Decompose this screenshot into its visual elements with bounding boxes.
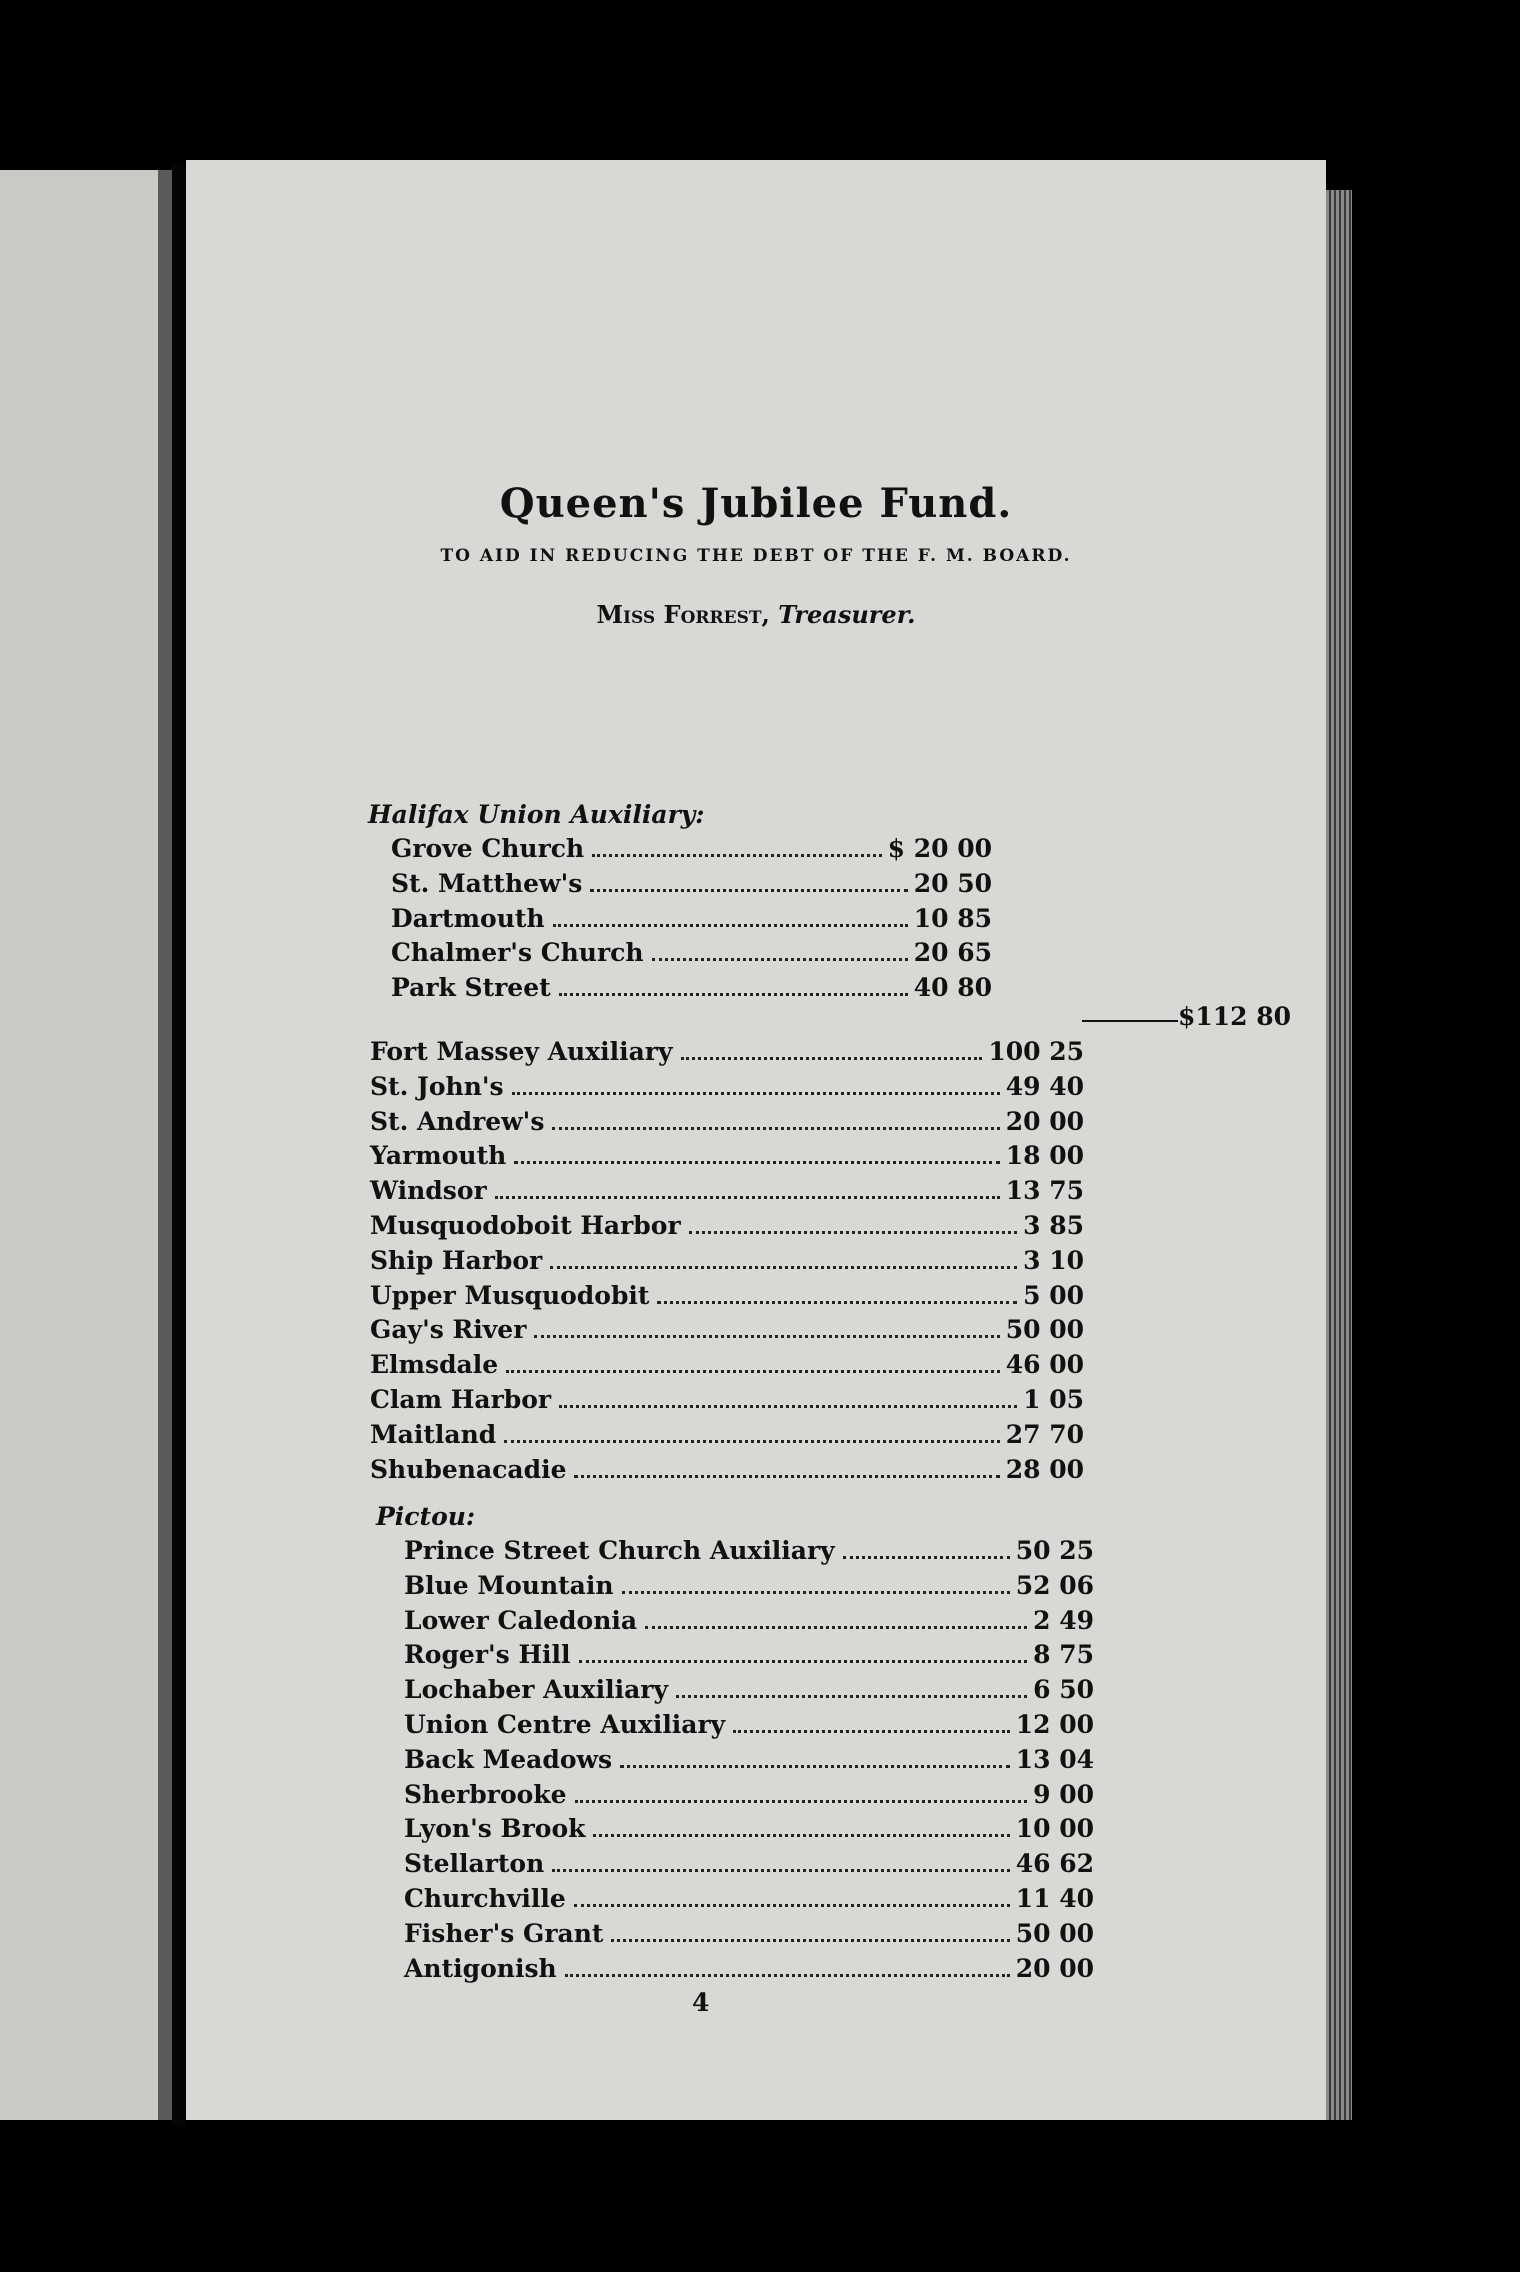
pictou-entry — [404, 1710, 1094, 1744]
dot-leader — [676, 1695, 1027, 1698]
entry-label: Lochaber Auxiliary — [404, 1675, 668, 1705]
halifax-entry — [391, 869, 992, 903]
entry-amount: 50 00 — [1015, 1918, 1094, 1948]
entry-amount: 27 70 — [1005, 1419, 1084, 1449]
auxiliary-entry — [370, 1246, 1084, 1280]
dot-leader — [590, 889, 907, 892]
pictou-entry — [404, 1884, 1094, 1918]
auxiliary-entry — [370, 1176, 1084, 1210]
entry-amount: 40 80 — [913, 973, 992, 1003]
subtotal-rule — [1082, 1020, 1178, 1022]
entry-label: Roger's Hill — [404, 1640, 571, 1670]
entry-amount: 20 00 — [1005, 1106, 1084, 1136]
halifax-entry — [391, 938, 992, 972]
entry-label: Fort Massey Auxiliary — [370, 1037, 673, 1066]
dot-leader — [579, 1660, 1028, 1663]
dot-leader — [534, 1335, 999, 1338]
entry-amount: 20 65 — [913, 938, 992, 968]
entry-label: Dartmouth — [391, 903, 545, 933]
auxiliary-entry — [370, 1281, 1084, 1315]
dot-leader — [512, 1092, 1000, 1095]
dot-leader — [733, 1730, 1009, 1733]
entry-amount: 2 49 — [1033, 1605, 1094, 1635]
treasurer-name: Miss Forrest, — [596, 600, 770, 629]
book-gutter — [172, 165, 186, 2125]
entry-amount: 1 05 — [1023, 1385, 1084, 1414]
entry-label: St. John's — [370, 1071, 504, 1101]
dot-leader — [495, 1196, 1000, 1199]
auxiliary-entry — [370, 1107, 1084, 1141]
entry-amount: 52 06 — [1015, 1570, 1094, 1600]
dot-leader — [611, 1939, 1009, 1942]
entry-amount: 8 75 — [1033, 1640, 1094, 1670]
entry-label: Union Centre Auxiliary — [404, 1710, 726, 1739]
entry-label: Elmsdale — [370, 1350, 499, 1380]
auxiliary-entry — [370, 1455, 1084, 1489]
pictou-entry — [404, 1606, 1094, 1640]
dot-leader — [681, 1057, 983, 1060]
entry-amount: 46 62 — [1015, 1849, 1094, 1879]
entry-amount: 3 85 — [1023, 1211, 1084, 1240]
dot-leader — [514, 1161, 999, 1164]
dot-leader — [552, 1127, 999, 1130]
entry-label: St. Andrew's — [370, 1106, 545, 1136]
dot-leader — [574, 1904, 1010, 1907]
entry-amount: 6 50 — [1033, 1675, 1094, 1705]
entry-amount: 13 04 — [1015, 1744, 1094, 1774]
entry-label: Park Street — [391, 973, 551, 1003]
dot-leader — [565, 1974, 1010, 1977]
document-page — [186, 160, 1326, 2120]
pictou-entry — [404, 1640, 1094, 1674]
section-heading-halifax: Halifax Union Auxiliary: — [368, 800, 705, 829]
dot-leader — [504, 1440, 999, 1443]
dot-leader — [620, 1765, 1010, 1768]
entry-amount: 3 10 — [1023, 1245, 1084, 1275]
pictou-entry — [404, 1849, 1094, 1883]
entry-label: Chalmer's Church — [391, 938, 644, 968]
entry-amount: 49 40 — [1005, 1071, 1084, 1101]
treasurer-line — [186, 600, 1326, 629]
page-stack-edge — [1326, 190, 1352, 2120]
page-title: Queen's Jubilee Fund. — [499, 480, 1013, 527]
entry-label: Stellarton — [404, 1849, 545, 1879]
page-content — [186, 160, 1326, 2120]
entry-label: Fisher's Grant — [404, 1918, 604, 1948]
entry-label: Lower Caledonia — [404, 1605, 638, 1635]
entry-label: Grove Church — [391, 834, 585, 863]
entry-label: St. Matthew's — [391, 868, 583, 898]
pictou-entry — [404, 1919, 1094, 1953]
entry-amount: 12 00 — [1015, 1710, 1094, 1739]
entry-label: Back Meadows — [404, 1744, 613, 1774]
dot-leader — [593, 1834, 1009, 1837]
auxiliary-entry — [370, 1350, 1084, 1384]
dot-leader — [553, 924, 908, 927]
section-heading-pictou: Pictou: — [376, 1502, 476, 1531]
entry-label: Sherbrooke — [404, 1779, 567, 1809]
auxiliary-entry — [370, 1141, 1084, 1175]
entry-amount: 50 00 — [1005, 1315, 1084, 1345]
dot-leader — [575, 1800, 1028, 1803]
dot-leader — [550, 1266, 1017, 1269]
dot-leader — [559, 993, 908, 996]
treasurer-role: Treasurer. — [778, 600, 916, 629]
pictou-entry — [404, 1780, 1094, 1814]
auxiliary-entry — [370, 1385, 1084, 1419]
entry-label: Lyon's Brook — [404, 1814, 586, 1844]
dot-leader — [843, 1556, 1010, 1559]
entry-label: Churchville — [404, 1884, 566, 1913]
entry-label: Upper Musquodobit — [370, 1280, 650, 1310]
entry-label: Ship Harbor — [370, 1245, 543, 1275]
entry-label: Antigonish — [404, 1953, 557, 1983]
dot-leader — [689, 1231, 1017, 1234]
auxiliary-entry — [370, 1315, 1084, 1349]
halifax-entry — [391, 973, 992, 1007]
pictou-entry — [404, 1571, 1094, 1605]
entry-label: Shubenacadie — [370, 1454, 567, 1484]
entry-amount: 28 00 — [1005, 1454, 1084, 1484]
entry-amount: 10 85 — [913, 903, 992, 933]
dot-leader — [592, 854, 881, 857]
page-number: 4 — [692, 1988, 710, 2017]
auxiliary-entry — [370, 1037, 1084, 1071]
entry-amount: 13 75 — [1005, 1176, 1084, 1206]
entry-amount: 46 00 — [1005, 1350, 1084, 1380]
left-page-edge — [0, 170, 172, 2120]
dot-leader — [622, 1591, 1010, 1594]
auxiliary-entry — [370, 1072, 1084, 1106]
pictou-entry — [404, 1814, 1094, 1848]
entry-amount: 11 40 — [1015, 1884, 1094, 1913]
entry-label: Clam Harbor — [370, 1385, 552, 1414]
entry-label: Prince Street Church Auxiliary — [404, 1536, 835, 1565]
entry-amount: 20 50 — [913, 868, 992, 898]
page-subtitle: TO AID IN REDUCING THE DEBT OF THE F. M. BOARD. — [440, 546, 1072, 566]
halifax-entry — [391, 834, 992, 868]
dot-leader — [559, 1405, 1017, 1408]
entry-label: Gay's River — [370, 1315, 527, 1345]
halifax-entry — [391, 904, 992, 938]
pictou-entry — [404, 1675, 1094, 1709]
entry-amount: 100 25 — [988, 1037, 1084, 1066]
dot-leader — [552, 1869, 1009, 1872]
dot-leader — [645, 1626, 1027, 1629]
pictou-entry — [404, 1954, 1094, 1988]
entry-label: Blue Mountain — [404, 1570, 614, 1600]
auxiliary-entry — [370, 1211, 1084, 1245]
entry-label: Musquodoboit Harbor — [370, 1211, 681, 1240]
entry-label: Windsor — [370, 1176, 487, 1206]
entry-amount: 5 00 — [1023, 1280, 1084, 1310]
entry-amount: $ 20 00 — [887, 834, 992, 863]
pictou-entry — [404, 1536, 1094, 1570]
entry-amount: 18 00 — [1005, 1141, 1084, 1171]
dot-leader — [506, 1370, 1000, 1373]
halifax-subtotal: $112 80 — [1178, 1002, 1292, 1031]
entry-amount: 20 00 — [1015, 1953, 1094, 1983]
entry-label: Maitland — [370, 1419, 497, 1449]
dot-leader — [652, 958, 908, 961]
entry-amount: 10 00 — [1015, 1814, 1094, 1844]
pictou-entry — [404, 1745, 1094, 1779]
entry-amount: 50 25 — [1015, 1536, 1094, 1565]
dot-leader — [657, 1301, 1017, 1304]
entry-label: Yarmouth — [370, 1141, 507, 1171]
auxiliary-entry — [370, 1420, 1084, 1454]
entry-amount: 9 00 — [1033, 1779, 1094, 1809]
dot-leader — [574, 1475, 999, 1478]
